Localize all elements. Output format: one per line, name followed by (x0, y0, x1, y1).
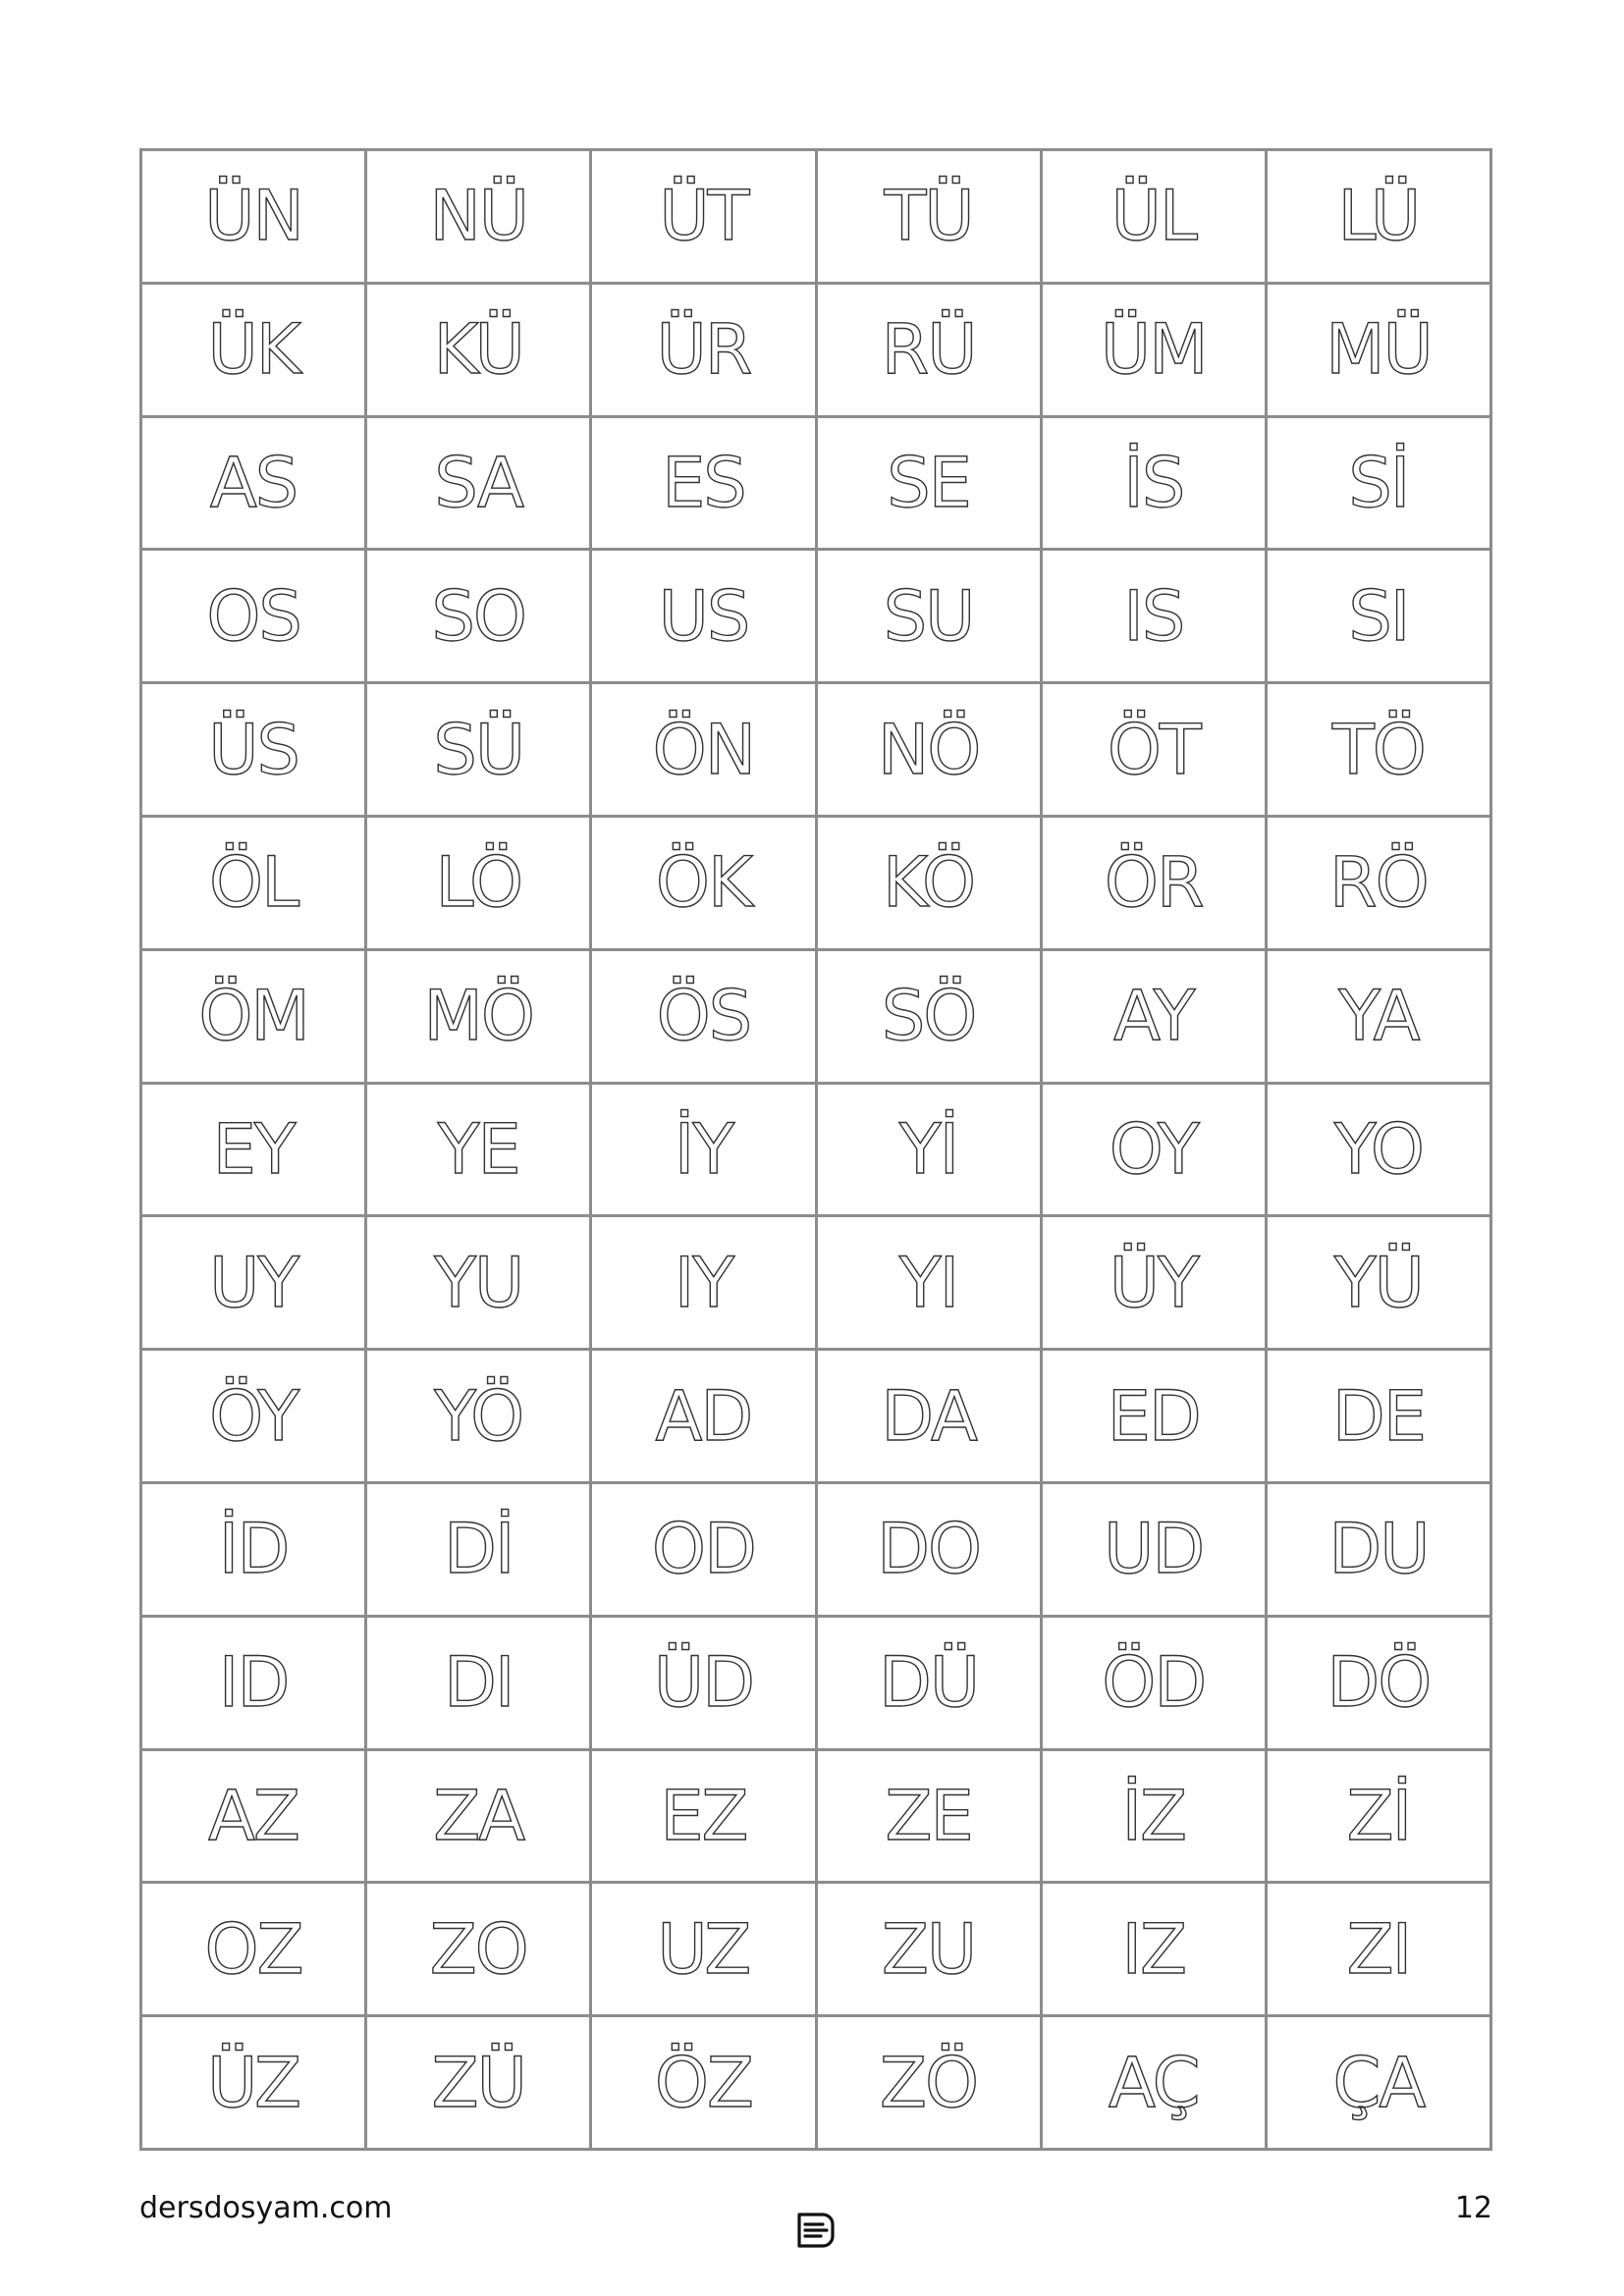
grid-cell (1268, 818, 1492, 951)
tracing-syllable: SÖ (881, 976, 976, 1057)
tracing-syllable: OY (1109, 1108, 1198, 1190)
tracing-syllable: ÜZ (207, 2042, 300, 2123)
grid-cell (367, 1085, 592, 1218)
page-number: 12 (1454, 2191, 1492, 2225)
tracing-syllable: LÜ (1337, 176, 1420, 257)
tracing-syllable: ÜM (1100, 309, 1207, 391)
grid-cell (592, 1751, 817, 1885)
grid-cell (818, 951, 1043, 1085)
grid-cell (1043, 1884, 1268, 2017)
grid-cell (367, 418, 592, 552)
grid-cell (142, 1751, 367, 1885)
grid-cell (1043, 1351, 1268, 1484)
grid-cell (1268, 418, 1492, 552)
grid-cell (1268, 1884, 1492, 2017)
tracing-syllable: ÖZ (654, 2042, 752, 2123)
grid-cell (592, 1351, 817, 1484)
grid-cell (142, 818, 367, 951)
tracing-syllable: DI (443, 1642, 514, 1724)
tracing-syllable: ZÖ (880, 2042, 978, 2123)
grid-cell (592, 1484, 817, 1618)
tracing-syllable: İZ (1121, 1775, 1186, 1856)
tracing-syllable: ID (218, 1642, 289, 1724)
tracing-syllable: ÖK (655, 842, 751, 924)
tracing-syllable: ÜD (653, 1642, 753, 1724)
grid-cell (1268, 1217, 1492, 1351)
tracing-syllable: ZU (881, 1908, 976, 1990)
tracing-syllable: RÖ (1329, 842, 1428, 924)
grid-cell (367, 1618, 592, 1751)
tracing-syllable: ÜK (207, 309, 299, 391)
tracing-syllable: NÜ (429, 176, 528, 257)
grid-cell (1043, 951, 1268, 1085)
grid-cell (1268, 2017, 1492, 2151)
grid-cell (592, 1217, 817, 1351)
tracing-syllable: DO (877, 1509, 981, 1590)
tracing-syllable: KÜ (433, 309, 523, 391)
tracing-syllable: UZ (657, 1908, 750, 1990)
tracing-syllable: NÖ (877, 709, 980, 790)
tracing-syllable: ÜT (659, 176, 748, 257)
grid-cell (818, 1217, 1043, 1351)
tracing-syllable: AS (209, 442, 298, 523)
tracing-syllable: ÜS (208, 709, 298, 790)
tracing-syllable: UD (1104, 1509, 1204, 1590)
tracing-syllable: YI (898, 1242, 958, 1323)
grid-cell (592, 551, 817, 684)
grid-cell (1043, 1085, 1268, 1218)
grid-cell (1268, 551, 1492, 684)
tracing-syllable: İS (1123, 442, 1184, 523)
grid-cell (818, 818, 1043, 951)
grid-cell (1268, 1751, 1492, 1885)
grid-cell (818, 1085, 1043, 1218)
grid-cell (1043, 1618, 1268, 1751)
grid-cell (1043, 684, 1268, 818)
grid-cell (367, 1884, 592, 2017)
tracing-syllable: İY (674, 1108, 733, 1190)
grid-cell (818, 418, 1043, 552)
grid-cell (1268, 1085, 1492, 1218)
grid-cell (818, 1618, 1043, 1751)
tracing-syllable: TÖ (1331, 709, 1425, 790)
tracing-syllable: SE (887, 442, 970, 523)
grid-cell (367, 1484, 592, 1618)
tracing-syllable: ÜN (204, 176, 302, 257)
grid-cell (142, 1085, 367, 1218)
tracing-syllable: ZÜ (431, 2042, 525, 2123)
grid-cell (592, 1085, 817, 1218)
grid-cell (592, 818, 817, 951)
tracing-syllable: ZI (1346, 1908, 1411, 1990)
grid-cell (142, 951, 367, 1085)
grid-cell (818, 1351, 1043, 1484)
grid-cell (1043, 2017, 1268, 2151)
tracing-syllable: AZ (208, 1775, 298, 1856)
tracing-syllable: ÇA (1332, 2042, 1425, 2123)
tracing-syllable: YO (1333, 1108, 1423, 1190)
grid-cell (592, 285, 817, 418)
tracing-syllable: RÜ (881, 309, 976, 391)
syllable-grid (139, 148, 1492, 2151)
grid-cell (142, 151, 367, 285)
grid-cell (367, 1751, 592, 1885)
grid-cell (1043, 418, 1268, 552)
tracing-syllable: YÜ (1333, 1242, 1423, 1323)
tracing-syllable: ÖM (198, 976, 308, 1057)
grid-cell (142, 285, 367, 418)
tracing-syllable: US (658, 575, 749, 657)
document-lines-icon (793, 2211, 837, 2250)
grid-cell (1043, 818, 1268, 951)
tracing-syllable: SI (1348, 575, 1409, 657)
grid-cell (142, 1884, 367, 2017)
tracing-syllable: IZ (1121, 1908, 1186, 1990)
tracing-syllable: ÜR (656, 309, 751, 391)
tracing-syllable: ÖY (209, 1375, 298, 1457)
grid-cell (818, 1484, 1043, 1618)
grid-cell (367, 151, 592, 285)
grid-cell (367, 1351, 592, 1484)
grid-cell (1268, 1618, 1492, 1751)
tracing-syllable: DA (881, 1375, 976, 1457)
tracing-syllable: MÜ (1326, 309, 1432, 391)
tracing-syllable: YU (434, 1242, 523, 1323)
grid-cell (818, 1884, 1043, 2017)
tracing-syllable: OD (651, 1509, 755, 1590)
tracing-syllable: UY (209, 1242, 298, 1323)
grid-cell (142, 684, 367, 818)
grid-cell (367, 951, 592, 1085)
tracing-syllable: ZA (433, 1775, 524, 1856)
tracing-syllable: IS (1123, 575, 1184, 657)
tracing-syllable: Sİ (1348, 442, 1409, 523)
tracing-syllable: DÖ (1326, 1642, 1431, 1724)
tracing-syllable: ÖN (652, 709, 755, 790)
tracing-syllable: ÜY (1109, 1242, 1198, 1323)
tracing-syllable: DU (1328, 1509, 1429, 1590)
grid-cell (1268, 1484, 1492, 1618)
grid-cell (142, 1618, 367, 1751)
grid-cell (818, 684, 1043, 818)
grid-cell (367, 2017, 592, 2151)
tracing-syllable: ÖS (656, 976, 751, 1057)
tracing-syllable: ZO (429, 1908, 527, 1990)
tracing-syllable: IY (674, 1242, 733, 1323)
grid-cell (592, 151, 817, 285)
tracing-syllable: DÜ (879, 1642, 979, 1724)
grid-cell (1043, 1484, 1268, 1618)
tracing-syllable: AÇ (1108, 2042, 1199, 2123)
tracing-syllable: DE (1331, 1375, 1425, 1457)
grid-cell (142, 1484, 367, 1618)
grid-cell (1043, 551, 1268, 684)
grid-cell (592, 2017, 817, 2151)
grid-cell (142, 1351, 367, 1484)
grid-cell (818, 285, 1043, 418)
grid-cell (142, 418, 367, 552)
tracing-syllable: Yİ (898, 1108, 958, 1190)
tracing-syllable: EZ (660, 1775, 747, 1856)
tracing-syllable: AY (1113, 976, 1194, 1057)
grid-cell (142, 551, 367, 684)
tracing-syllable: EY (212, 1108, 295, 1190)
tracing-syllable: OZ (204, 1908, 302, 1990)
tracing-syllable: ZE (885, 1775, 972, 1856)
tracing-syllable: İD (218, 1509, 289, 1590)
grid-cell (1268, 151, 1492, 285)
tracing-syllable: YE (437, 1108, 519, 1190)
grid-cell (1268, 684, 1492, 818)
tracing-syllable: OS (206, 575, 300, 657)
grid-cell (1268, 1351, 1492, 1484)
tracing-syllable: AD (655, 1375, 752, 1457)
tracing-syllable: ÖT (1107, 709, 1200, 790)
grid-cell (592, 684, 817, 818)
tracing-syllable: MÖ (423, 976, 533, 1057)
grid-cell (1043, 285, 1268, 418)
grid-cell (1268, 951, 1492, 1085)
grid-cell (592, 951, 817, 1085)
tracing-syllable: KÖ (882, 842, 975, 924)
tracing-syllable: ÖL (209, 842, 298, 924)
tracing-syllable: Zİ (1346, 1775, 1411, 1856)
grid-cell (1043, 1751, 1268, 1885)
footer-website: dersdosyam.com (139, 2191, 393, 2225)
tracing-syllable: ÖD (1102, 1642, 1206, 1724)
grid-cell (592, 418, 817, 552)
grid-cell (367, 1217, 592, 1351)
tracing-syllable: YÖ (434, 1375, 523, 1457)
tracing-syllable: SÜ (433, 709, 524, 790)
tracing-syllable: ÖR (1104, 842, 1203, 924)
grid-cell (142, 1217, 367, 1351)
grid-cell (367, 551, 592, 684)
tracing-syllable: TÜ (884, 176, 973, 257)
tracing-syllable: SO (431, 575, 525, 657)
grid-cell (592, 1884, 817, 2017)
tracing-syllable: YA (1338, 976, 1419, 1057)
grid-cell (1043, 1217, 1268, 1351)
grid-cell (818, 551, 1043, 684)
tracing-syllable: SA (434, 442, 523, 523)
grid-cell (818, 1751, 1043, 1885)
tracing-syllable: ES (662, 442, 745, 523)
grid-cell (1043, 151, 1268, 285)
tracing-syllable: SU (883, 575, 974, 657)
tracing-syllable: Dİ (443, 1509, 514, 1590)
grid-cell (592, 1618, 817, 1751)
grid-cell (367, 684, 592, 818)
grid-cell (367, 285, 592, 418)
grid-cell (142, 2017, 367, 2151)
grid-cell (818, 2017, 1043, 2151)
grid-cell (367, 818, 592, 951)
grid-cell (1268, 285, 1492, 418)
tracing-syllable: LÖ (435, 842, 522, 924)
tracing-syllable: ÜL (1110, 176, 1196, 257)
grid-cell (818, 151, 1043, 285)
tracing-syllable: ED (1107, 1375, 1200, 1457)
